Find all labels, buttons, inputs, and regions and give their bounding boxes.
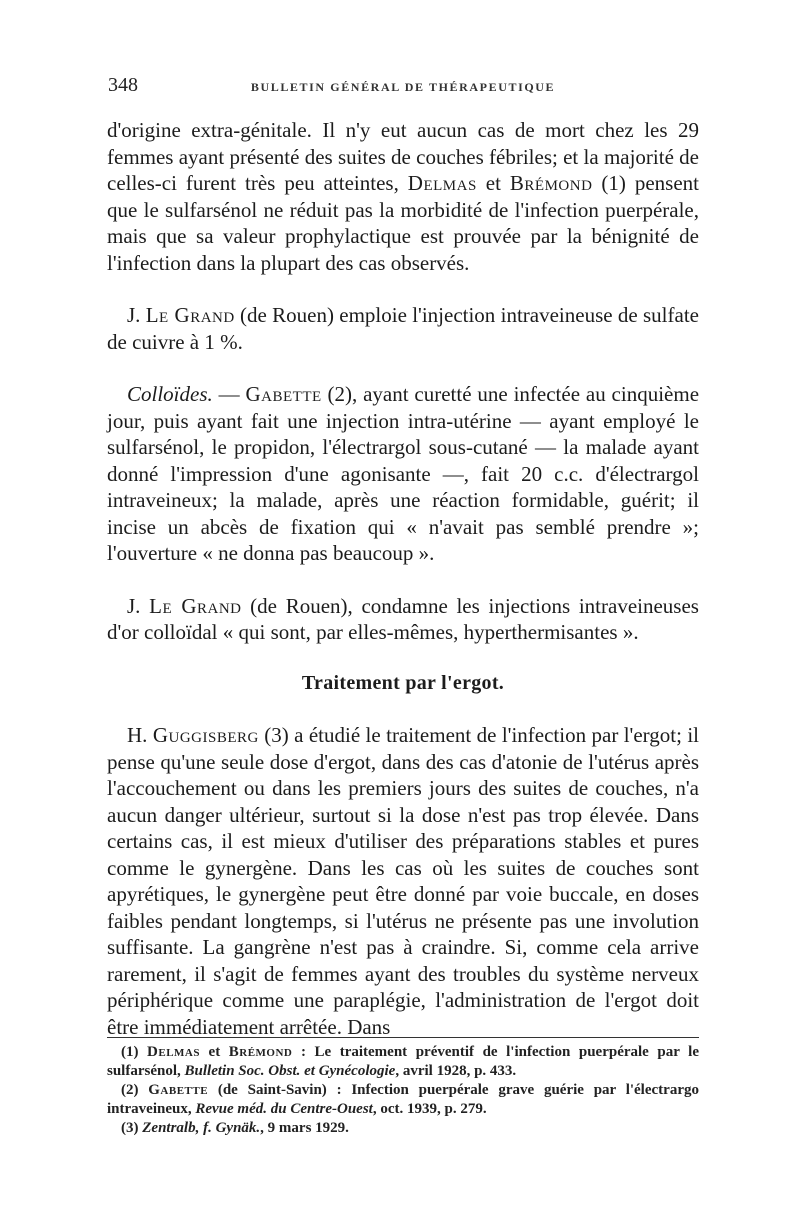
paragraph-5 — [107, 722, 699, 1040]
author-name: Delmas — [147, 1044, 200, 1060]
text-run: , 9 mars 1929. — [260, 1120, 349, 1136]
author-name: Gabette — [245, 382, 322, 406]
footnotes — [107, 1043, 699, 1138]
text-run: et — [476, 171, 510, 195]
running-title: BULLETIN GÉNÉRAL DE THÉRAPEUTIQUE — [250, 80, 556, 94]
author-name: Delmas — [407, 171, 477, 195]
text-run: (1) — [121, 1044, 148, 1060]
text-run: (3) a étudié le traitement de l'infection par l'ergot; il pense qu'une seule dose d'ergot, dans des cas d'atonie de l'utérus après l'accouchement ou dans les premiers jours des suites de couches, n'a aucun danger ultérieur, surtout si la dose n'est pas trop élevée. Dans certains cas, il est mieux d'utiliser des préparations stables et pures comme le gynergène. Dans les cas où les suites de couches sont apyrétiques, le gynergène peut être donné par voie buccale, en doses faibles pendant longtemps, si l'utérus ne présente pas une involution suffisante. La gangrène n'est pas à craindre. Si, comme cela arrive rarement, il s'agit de femmes ayant des troubles du système nerveux périphérique comme une paraplégie, l'administration de l'ergot doit être immédiatement arrêtée. Dans — [107, 723, 700, 1039]
paragraph-4 — [107, 593, 699, 646]
text-run: (3) — [121, 1120, 143, 1136]
footnote-3 — [107, 1119, 699, 1138]
author-name: Guggisberg — [152, 723, 259, 747]
text-run: (2) — [121, 1082, 149, 1098]
footnote-2 — [107, 1081, 699, 1119]
text-run: J. — [127, 303, 146, 327]
footnote-1 — [107, 1043, 699, 1081]
text-run: d'origine extra-génitale. Il n'y eut aucun cas de mort chez les 29 femmes ayant présenté des suites de couches fébriles; et la majorité de celles-ci furent très peu atteintes, — [107, 118, 699, 195]
author-name: Brémond — [228, 1044, 293, 1060]
text-run: J. — [127, 593, 150, 618]
journal-title: Zentralb, f. Gynäk. — [142, 1120, 261, 1136]
body-text — [107, 117, 699, 1066]
text-run: (1) pensent que le sulfarsénol ne réduit pas la morbidité de l'infection puerpérale, mais que sa valeur prophylactique est prouvée par la bénignité de l'infection dans la plupart des cas observés. — [107, 171, 699, 275]
text-run: — — [212, 382, 246, 406]
author-name: Gabette — [148, 1082, 209, 1098]
text-run: H. — [127, 723, 153, 747]
text-run: (de Saint-Savin) : Infection puerpérale grave guérie par l'électrargo intraveineux, — [107, 1082, 699, 1117]
paragraph-1 — [107, 117, 699, 276]
paragraph-2 — [107, 302, 699, 355]
paragraph-3 — [107, 381, 699, 567]
page-header — [108, 68, 698, 98]
text-run: (de Rouen) emploie l'injection intraveineuse de sulfate de cuivre à 1 %. — [107, 303, 699, 354]
footnote-divider — [107, 1037, 699, 1038]
page-number: 348 — [108, 74, 138, 96]
journal-title: Revue méd. du Centre-Ouest — [195, 1101, 373, 1117]
author-name: Le Grand — [149, 593, 242, 618]
text-run: , avril 1928, p. 433. — [395, 1063, 517, 1079]
section-lead: Colloïdes. — [127, 382, 213, 406]
text-run: , oct. 1939, p. 279. — [372, 1101, 487, 1117]
author-name: Le Grand — [145, 303, 235, 327]
text-run: (de Rouen), condamne les injections intraveineuses d'or colloïdal « qui sont, par elles-mêmes, hyperthermisantes ». — [107, 593, 699, 644]
text-run: (2), ayant curetté une infectée au cinquième jour, puis ayant fait une injection intra-utérine — ayant employé le sulfarsénol, le propidon, l'électrargol sous-cutané — la malade ayant donné l'impression d'une agonisante —, fait 20 c.c. d'électrargol intraveineux; la malade, après une réaction formidable, guérit; il incise un abcès de fixation qui « n'avait pas semblé prendre »; l'ouverture « ne donna pas beaucoup ». — [107, 382, 700, 565]
author-name: Brémond — [509, 171, 593, 195]
text-run: et — [200, 1044, 229, 1060]
journal-title: Bulletin Soc. Obst. et Gynécologie — [184, 1063, 396, 1079]
section-heading: Traitement par l'ergot. — [301, 671, 505, 694]
text-run: : Le traitement préventif de l'infection puerpérale par le sulfarsénol, — [107, 1044, 699, 1079]
